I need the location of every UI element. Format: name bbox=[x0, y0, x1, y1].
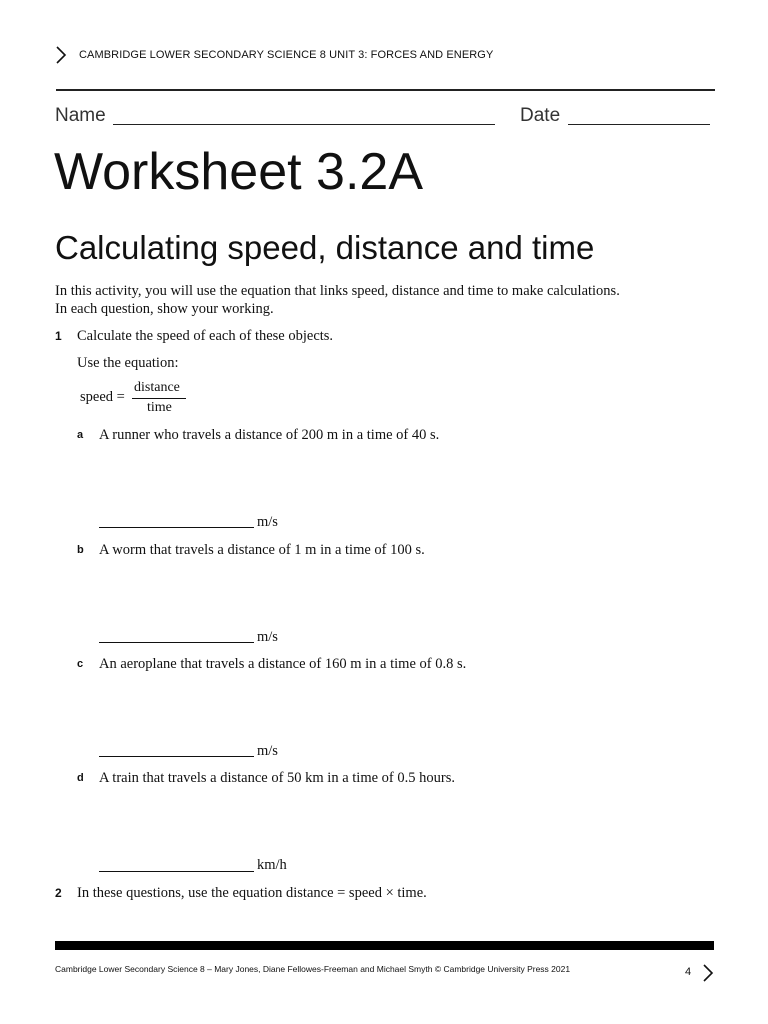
question-number: 1 bbox=[55, 329, 62, 343]
question-prompt: Calculate the speed of each of these objects. bbox=[77, 328, 334, 344]
answer-unit: km/h bbox=[257, 857, 287, 873]
question-number: 2 bbox=[55, 886, 62, 900]
date-field[interactable] bbox=[568, 124, 710, 125]
footer-bar bbox=[55, 941, 714, 950]
intro-line-1: In this activity, you will use the equation that links speed, distance and time to make calculations. bbox=[55, 283, 620, 299]
answer-field[interactable] bbox=[99, 642, 254, 643]
part-text: An aeroplane that travels a distance of 160 m in a time of 0.8 s. bbox=[99, 656, 467, 672]
answer-unit: m/s bbox=[257, 743, 278, 759]
chevron-right-icon[interactable] bbox=[55, 46, 67, 64]
part-text: A train that travels a distance of 50 km in a time of 0.5 hours. bbox=[99, 770, 455, 786]
equation-lhs: speed = bbox=[80, 389, 125, 405]
answer-unit: m/s bbox=[257, 629, 278, 645]
page-number: 4 bbox=[685, 966, 692, 978]
equation-denominator: time bbox=[147, 400, 172, 415]
worksheet-title: Worksheet 3.2A bbox=[54, 143, 424, 201]
answer-unit: m/s bbox=[257, 514, 278, 530]
answer-field[interactable] bbox=[99, 527, 254, 528]
part-text: A worm that travels a distance of 1 m in a time of 100 s. bbox=[99, 542, 425, 558]
part-letter: b bbox=[77, 544, 84, 556]
answer-field[interactable] bbox=[99, 871, 254, 872]
equation-numerator: distance bbox=[134, 380, 180, 395]
part-text: A runner who travels a distance of 200 m in a time of 40 s. bbox=[99, 427, 440, 443]
fraction-bar bbox=[132, 398, 186, 399]
part-letter: a bbox=[77, 429, 84, 441]
part-letter: c bbox=[77, 658, 84, 670]
intro-line-2: In each question, show your working. bbox=[55, 301, 274, 317]
name-field[interactable] bbox=[113, 124, 495, 125]
date-label: Date bbox=[520, 105, 561, 126]
answer-field[interactable] bbox=[99, 756, 254, 757]
running-header: CAMBRIDGE LOWER SECONDARY SCIENCE 8 UNIT 3: FORCES AND ENERGY bbox=[79, 49, 494, 61]
worksheet-subtitle: Calculating speed, distance and time bbox=[55, 229, 595, 266]
footer-credit: Cambridge Lower Secondary Science 8 – Mary Jones, Diane Fellowes-Freeman and Michael Smyth © Cambridge University Press 2021 bbox=[55, 964, 571, 974]
equation-instruction: Use the equation: bbox=[77, 355, 179, 371]
question-prompt: In these questions, use the equation distance = speed × time. bbox=[77, 885, 427, 901]
next-page-chevron-icon[interactable] bbox=[702, 964, 714, 982]
name-label: Name bbox=[55, 105, 106, 126]
part-letter: d bbox=[77, 772, 84, 784]
header-divider bbox=[56, 89, 715, 91]
